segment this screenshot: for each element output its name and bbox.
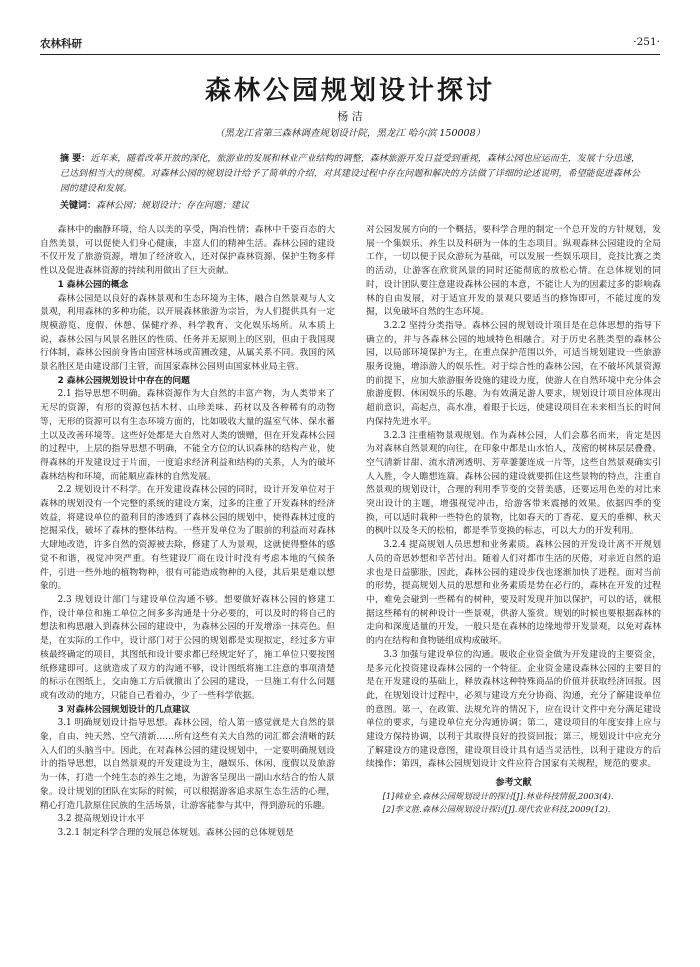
article-title: 森林公园规划设计探讨 <box>204 76 495 106</box>
body-paragraph: 3.2.3 注重植物景观规划。作为森林公园，人们会慕名而来，肯定是因为对森林自然景观的向往，在印象中都是山水怡人，茂密的树林层层叠叠、空气清新甘甜、流水清冽透明、芳草萋萋连成一片等，这些自然景观确实引人入胜，令人瞻想连篇。森林公园的建设就要抓住这些景物的特点，注重自然景观的规划设计，合理的利用季节变的交替美感，还要运用色差的对比来突出设计的主题，增强视觉冲击，给游客带来震撼的效果。依据四季的变换，可以适时栽种一些特色的景物，比如春天的丁香花、夏天的垂柳、秋天的枫叶以及冬天的松柏，都是季节变换的标志，可以大力的开发利用。 <box>366 430 661 537</box>
body-paragraph: 2.3 规划设计部门与建设单位沟通不够。想要做好森林公园的修建工作，设计单位和施工单位之间多多沟通是十分必要的，可以及时的将自己的想法和构思融入到森林公园的建设中，为森林公园的开发增添一抹亮色。但是，在实际的工作中，设计部门对于公园的规划都是实现拟定，经过多方审核最终确定的项目，其图纸和设计要求都已经规定好了，施工单位只要按图纸修建即可。这就造成了双方的沟通不够，设计图纸将施工注意的事项清楚的标示在图纸上，交由施工方后就撤出了公园的建设，一旦施工有什么问题或有改动的地方，只能自己看着办，少了一些科学依据。 <box>40 594 335 701</box>
body-paragraph: 对公园发展方向的一个概括，要科学合理的制定一个总开发的方针规划，发展一个集娱乐、养生以及科研为一体的生态项目。纵观森林公园建设的全局工作，一切以便于民众游玩为基础，可以发展一些娱乐项目，竞技比赛之类的活动，让游客在欣赏风景的同时还能彻底的放松心情。在总体规划的同时，设计团队要注意建设森林公园的本意，不能让人为的因素过多的影响森林的自由发展，对于适宜开发的景观只要适当的修饰即可，不能过度的发掘，以免破坏自然的生态环境。 <box>366 225 661 318</box>
right-column-paragraphs <box>366 224 661 772</box>
body-paragraph: 3.2 提高规划设计水平 <box>57 814 145 825</box>
body-paragraph: 森林公园是以良好的森林景观和生态环境为主体，融合自然景观与人文景观，利用森林的多种功能，以开展森林旅游为宗旨，为人们提供具有一定规模游览、度假、休憩、保健疗养、科学教育、文化娱乐场所。从本质上说，森林公园与风景名胜区的性质、任务并无原则上的区别，但由于我国现行体制，森林公园前身皆由国营林场或苗圃改建，从属关系不同。我国的风景名胜区是由建设部门主管，而国家森林公园则由国家林业局主管。 <box>40 293 335 373</box>
abstract <box>60 152 640 197</box>
body-paragraph: 2.1 指导思想不明确。森林资源作为大自然的丰富产物，为人类带来了无尽的资源，有形的资源包括木材、山珍美味、药材以及各种稀有的动物等，无形的资源可以有生态环境方面的，比如吸收大量的温室气体、保水蓄土以及改善环境等。这些好处都是大自然对人类的馈赠，但在开发森林公园的过程中，上层的指导思想不明确，不能全方位的认识森林的结构产业，使得森林的开发建设过于片面，一度追求经济利益和结构的关系，人为的破坏森林结构和环境，而能顺应森林的自然发展。 <box>40 389 335 482</box>
reference-item: [2]李文胜.森林公园规划设计探讨[J].现代农业科技,2009(12). <box>382 804 611 815</box>
section-heading: 2 森林公园规划设计中存在的问题 <box>57 375 190 386</box>
abstract-label: 摘 要： <box>60 154 91 164</box>
keywords-label: 关键词： <box>60 201 97 211</box>
body-paragraph: 3.2.2 坚持分类指导。森林公园的规划设计项目是在总体思想的指导下确立的，并与各森林公园的地域特色相融合。对于历史名胜类型的森林公园，以局部环境保护为主，在重点保护范围以外，可适当规划建设一些旅游服务设施，增添游人的娱乐性。对于综合性的森林公园，在不破坏风景资源的前提下，应加大旅游服务设施的建设力度，使游人在自然环境中充分体会旅游度假、休闲娱乐的乐趣。为有效满足游人要求，规划设计项目应体现出超前意识，高起点，高水准，着眼于长远，使建设项目在未来相当长的时间内保持先进水平。 <box>366 320 661 427</box>
body-paragraph: 森林中的幽静环境，给人以美的享受，陶冶性情；森林中千姿百态的大自然美景，可以促使人们身心健康，丰富人们的精神生活。森林公园的建设不仅开发了旅游资源，增加了经济收入，还对保护森林资源、保护生物多样性以及促进森林资源的持续利用做出了巨大贡献。 <box>40 225 335 277</box>
body-paragraph: 2.2 规划设计不科学。在开发建设森林公园的同时，设计开发单位对于森林的规划没有一个完整的系统的建设方案，过多的注重了开发森林的经济效益，将建设单位的盈利目的渗透到了森林公园的规划中，使得森林过度的挖掘采伐，破坏了森林的整体结构。一些开发单位为了眼前的利益而对森林大肆地改造，许多自然的资源被去除，修建了人为景观，这就使得整体的感觉不和谐，视觉冲突严重。有些建设厂商在设计时没有考虑本地的气候条件，引进一些外地的植物物种，很有可能造成物种的入侵，其后果是难以想象的。 <box>40 485 335 592</box>
section-heading: 3 对森林公园规划设计的几点建议 <box>57 704 190 715</box>
keywords-text: 森林公园；规划设计；存在问题；建议 <box>96 201 250 211</box>
references-heading: 参考文献 <box>495 778 532 789</box>
body-column-right <box>366 224 661 946</box>
body-paragraph: 3.3 加强与建设单位的沟通。吸收企业资金做为开发建设的主要资金，是多元化投资建设森林公园的一个特征。企业资金建设森林公园的主要目的是在开发建设的基础上，释放森林这种特殊商品的价值并获取经济回报。因此，在规划设计过程中，必须与建设方充分协商、沟通，充分了解建设单位的意图。第一，在政策、法规允许的情况下，应在设计文件中充分满足建设单位的要求，与建设单位充分沟通协调；第二，建设项目的年度安排上应与建设方保持协调，以利于其取得良好的投资回报；第三，规划设计中应充分了解建设方的建设意图，建设项目设计具有适当灵活性，以利于建设方的后续操作；第四，森林公园规划设计文件应符合国家有关规程，规范的要求。 <box>366 649 661 770</box>
reference-item: [1]韩业全.森林公园规划设计的探讨[J].林业科技情报,2003(4). <box>382 791 614 802</box>
section-heading: 1 森林公园的概念 <box>57 279 129 290</box>
body-paragraph: 3.2.4 提高规划人员思想和业务素质。森林公园的开发设计离不开规划人员的奇思妙想和辛苦付出。随着人们对都市生活的厌倦，对亲近自然的追求也是日益膨胀，因此，森林公园的建设步伐也逐渐加快了进程。面对当前的形势，提高规划人员的思想和业务素质是势在必行的，森林在开发的过程中，难免会碰到一些稀有的树种，要及时发现并加以保护，可以的话，就根据这些稀有的树种设计一些景观，供游人鉴赏。规划的时候也要根据森林的走向和深度适量的开发，一般只是在森林的边缘地带开发景观，以免对森林的内在结构和食物链组成构成破坏。 <box>366 540 661 647</box>
body-column-left <box>40 224 335 946</box>
journal-name: 农林科研 <box>40 38 82 50</box>
page-number: ·251· <box>633 36 660 48</box>
running-header <box>40 36 660 52</box>
abstract-text: 近年来，随着改革开放的深化，旅游业的发展和林业产业结构的调整，森林旅游开发日益受到重视，森林公园也应运而生，发展十分迅速，已达到相当大的规模。对森林公园的规划设计给予了简单的介绍，对其建设过程中存在问题和解决的方法做了详细的论述说明，希望能促进森林公园的建设和发展。 <box>60 154 640 194</box>
references-list <box>366 790 661 816</box>
header-rule <box>40 54 660 55</box>
body-paragraph: 3.1 明确规划设计指导思想。森林公园，给人第一感觉就是大自然的景象，自由、纯天然、空气清新……所有这些有关大自然的词汇都会清晰的跃入人们的头脑当中。因此，在对森林公园的建设规划中，一定要明确规划设计的指导思想，以自然景观的开发建设为主，融娱乐、休闲、度假以及旅游为一体，打造一个纯生态的养生之地，为游客呈现出一副山水结合的怡人景象。设计规划的团队在实际的时候，可以根据游客追求原生态生活的心理，精心打造几款原住民族的生活场景，让游客能参与其中，得到游玩的乐趣。 <box>40 718 335 811</box>
author-affiliation: （黑龙江省第三森林调查规划设计院，黑龙江 哈尔滨 150008） <box>214 128 486 139</box>
keywords <box>60 199 640 213</box>
body-paragraph: 3.2.1 制定科学合理的发展总体规划。森林公园的总体规划是 <box>57 827 294 838</box>
author-name: 杨 洁 <box>337 110 363 123</box>
